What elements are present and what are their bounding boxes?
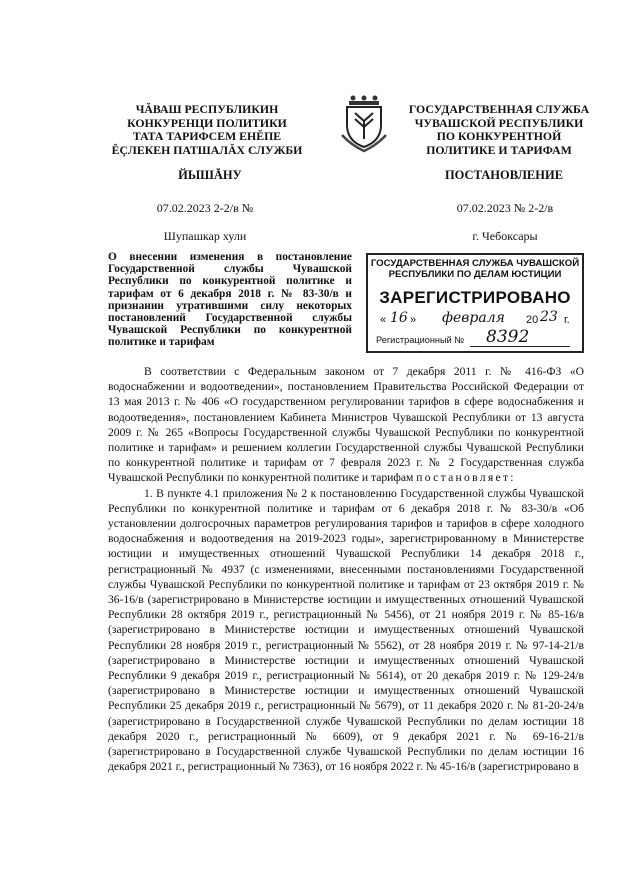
stamp-day: 16	[390, 310, 408, 326]
decree-verb: постановляет:	[416, 471, 516, 485]
doc-type-russian: ПОСТАНОВЛЕНИЕ	[444, 168, 564, 182]
stamp-title: ЗАРЕГИСТРИРОВАНО	[379, 288, 571, 307]
stamp-quote-open: «	[380, 314, 387, 326]
doc-number-russian: 07.02.2023 № 2-2/в	[456, 201, 554, 215]
document-body	[108, 364, 584, 774]
preamble-text: В соответствии с Федеральным законом от 7 декабря 2011 г. № 416-ФЗ «О водоснабжении и водоотведении», постановлением Правительства Российской Федерации от 13 мая 2013 г. № 406 «О государственном регулировании тарифов в сфере водоснабжения и водоотведения», постановлением Кабинета Министров Чувашской Республики от 13 августа 2009 г. № 265 «Вопросы Государственной службы Чувашской Республики по конкурентной политике и тарифам» и решением коллегии Государственной службы Чувашской Республики по конкурентной политике и тарифам от 7 февраля 2023 г. № 2 Государственная служба Чувашской Республики по конкурентной политике и тарифам	[108, 365, 584, 485]
stamp-year-suffix: 23	[540, 309, 558, 325]
stamp-year-prefix: 20	[526, 314, 539, 326]
stamp-month: февраля	[442, 310, 505, 326]
stamp-quote-close: »	[410, 314, 417, 326]
header-right-line: ПОЛИТИКЕ И ТАРИФАМ	[426, 142, 572, 157]
header-chuvash-org-name	[92, 103, 322, 157]
document-subject: О внесении изменения в постановление Государственной службы Чувашской Республики по конкурентной политике и тарифам от 6 декабря 2018 г. № 83-30/в и признании утратившими силу некоторых постановлений Государственной службы Чувашской Республики по конкурентной политике и тарифам	[108, 251, 352, 349]
doc-number-chuvash: 07.02.2023 2-2/в №	[156, 201, 254, 215]
header-right-line: ПО КОНКУРЕНТНОЙ	[436, 129, 562, 143]
header-left-line: КОНКУРЕНЦИ ПОЛИТИКИ	[127, 115, 287, 130]
stamp-org	[368, 258, 582, 280]
chuvash-republic-emblem-icon	[341, 95, 387, 153]
stamp-year-label: г.	[564, 314, 570, 326]
place-russian: г. Чебоксары	[472, 229, 538, 243]
header-right-line: ГОСУДАРСТВЕННАЯ СЛУЖБА	[408, 102, 590, 116]
place-chuvash: Шупашкар хули	[163, 229, 247, 243]
body-paragraph	[108, 364, 584, 486]
header-left-line: ЧĂВАШ РЕСПУБЛИКИН	[135, 102, 279, 116]
header-left-line: ТАТА ТАРИФСЕМ ЕНĔПЕ	[132, 129, 282, 143]
stamp-reg-number: 8392	[486, 327, 530, 347]
stamp-org-line: РЕСПУБЛИКИ ПО ДЕЛАМ ЮСТИЦИИ	[388, 269, 562, 280]
header-right-line: ЧУВАШСКОЙ РЕСПУБЛИКИ	[414, 115, 584, 130]
registration-stamp	[366, 253, 584, 353]
stamp-org-line: ГОСУДАРСТВЕННАЯ СЛУЖБА ЧУВАШСКОЙ	[370, 258, 580, 269]
body-paragraph: 1. В пункте 4.1 приложения № 2 к постановлению Государственной службы Чувашской Республики по конкурентной политике и тарифам от 6 декабря 2018 г. № 83-30/в «Об установлении долгосрочных параметров регулирования тарифов и тарифов в сфере холодного водоснабжения и водоотведения на 2019-2023 годы», зарегистрированному в Министерстве юстиции и имущественных отношений Чувашской Республики 14 декабря 2018 г., регистрационный № 4937 (с изменениями, внесенными постановлениями Государственной службы Чувашской Республики по конкурентной политике и тарифам от 23 октября 2019 г. № 36-16/в (зарегистрировано в Министерстве юстиции и имущественных отношений Чувашской Республики 28 октября 2019 г., регистрационный № 5456), от 21 ноября 2019 г. № 85-16/в (зарегистрировано в Министерстве юстиции и имущественных отношений Чувашской Республики 28 ноября 2019 г., регистрационный № 5562), от 28 ноября 2019 г. № 97-14-21/в (зарегистрировано в Министерстве юстиции и имущественных отношений Чувашской Республики 9 декабря 2019 г., регистрационный № 5614), от 20 декабря 2019 г. № 129-24/в (зарегистрировано в Министерстве юстиции и имущественных отношений Чувашской Республики 25 декабря 2019 г., регистрационный № 5679), от 11 декабря 2020 г. № 81-20-24/в (зарегистрировано в Государственной службе Чувашской Республики по делам юстиции 18 декабря 2020 г., регистрационный № 6609), от 9 декабря 2021 г. № 69-16-21/в (зарегистрировано в Государственной службе Чувашской Республики по делам юстиции 16 декабря 2021 г., регистрационный № 7363), от 16 ноября 2022 г. № 45-16/в (зарегистрировано в	[108, 486, 584, 774]
stamp-reg-label: Регистрационный №	[376, 335, 465, 345]
stamp-date	[380, 309, 576, 330]
header-left-line: ĔÇЛЕКЕН ПАТШАЛĂХ СЛУЖБИ	[111, 142, 303, 157]
doc-type-chuvash: ЙЫШĂНУ	[178, 168, 242, 182]
header-russian-org-name	[396, 103, 602, 157]
